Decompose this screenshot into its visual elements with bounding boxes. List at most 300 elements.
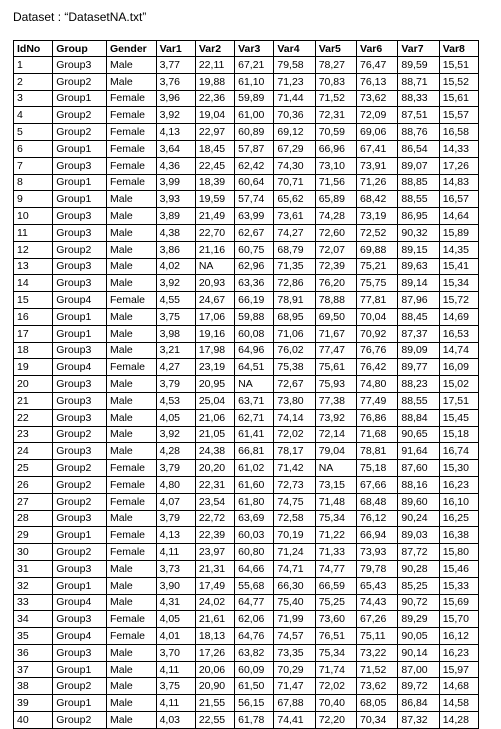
table-cell-var5: 76,20 — [315, 275, 356, 292]
table-cell-var4: 70,36 — [274, 107, 315, 124]
table-cell-gender: Male — [106, 594, 156, 611]
table-cell-var8: 15,46 — [439, 560, 478, 577]
table-cell-var2: 22,97 — [195, 124, 234, 141]
table-cell-var1: 3,79 — [156, 460, 195, 477]
table-cell-var5: 72,14 — [315, 426, 356, 443]
table-cell-var1: 4,01 — [156, 628, 195, 645]
table-cell-var1: 4,27 — [156, 359, 195, 376]
table-cell-var4: 74,41 — [274, 712, 315, 729]
table-row — [14, 140, 479, 157]
table-cell-group: Group3 — [53, 644, 107, 661]
table-cell-var3: 64,96 — [235, 342, 274, 359]
table-row — [14, 426, 479, 443]
table-cell-var4: 71,06 — [274, 325, 315, 342]
table-cell-group: Group2 — [53, 73, 107, 90]
table-cell-var8: 15,41 — [439, 258, 478, 275]
table-cell-var7: 89,14 — [398, 275, 439, 292]
table-cell-var5: 71,33 — [315, 544, 356, 561]
table-cell-var5: 74,28 — [315, 208, 356, 225]
table-cell-var6: 71,26 — [357, 174, 398, 191]
table-cell-var5: 66,96 — [315, 140, 356, 157]
table-cell-gender: Male — [106, 712, 156, 729]
table-cell-idno: 5 — [14, 124, 53, 141]
table-cell-var2: 18,45 — [195, 140, 234, 157]
table-cell-idno: 31 — [14, 560, 53, 577]
table-cell-gender: Female — [106, 157, 156, 174]
table-cell-var8: 14,64 — [439, 208, 478, 225]
table-cell-idno: 6 — [14, 140, 53, 157]
table-cell-group: Group1 — [53, 577, 107, 594]
table-cell-idno: 38 — [14, 678, 53, 695]
table-row — [14, 224, 479, 241]
table-cell-var5: 72,20 — [315, 712, 356, 729]
table-cell-var1: 3,79 — [156, 510, 195, 527]
table-cell-var2: 20,20 — [195, 460, 234, 477]
table-cell-idno: 36 — [14, 644, 53, 661]
table-cell-var8: 15,30 — [439, 460, 478, 477]
table-cell-var7: 89,09 — [398, 342, 439, 359]
column-header-var1: Var1 — [156, 41, 195, 57]
table-row — [14, 695, 479, 712]
table-cell-var5: 70,59 — [315, 124, 356, 141]
table-cell-var4: 72,58 — [274, 510, 315, 527]
table-cell-group: Group3 — [53, 208, 107, 225]
table-cell-var6: 79,78 — [357, 560, 398, 577]
table-cell-var4: 74,30 — [274, 157, 315, 174]
table-cell-var7: 87,51 — [398, 107, 439, 124]
table-cell-group: Group1 — [53, 527, 107, 544]
table-cell-idno: 13 — [14, 258, 53, 275]
table-cell-var4: 69,12 — [274, 124, 315, 141]
table-body — [14, 57, 479, 729]
table-row — [14, 308, 479, 325]
table-cell-idno: 23 — [14, 426, 53, 443]
table-cell-var5: 78,88 — [315, 292, 356, 309]
table-cell-group: Group3 — [53, 342, 107, 359]
table-row — [14, 594, 479, 611]
table-cell-var3: 62,96 — [235, 258, 274, 275]
table-cell-var3: 63,82 — [235, 644, 274, 661]
table-cell-var8: 15,89 — [439, 224, 478, 241]
table-cell-idno: 27 — [14, 493, 53, 510]
table-row — [14, 493, 479, 510]
table-cell-var2: 25,04 — [195, 392, 234, 409]
column-header-var3: Var3 — [235, 41, 274, 57]
column-header-var8: Var8 — [439, 41, 478, 57]
table-cell-var4: 66,30 — [274, 577, 315, 594]
table-cell-group: Group3 — [53, 409, 107, 426]
table-cell-var7: 88,45 — [398, 308, 439, 325]
table-cell-idno: 15 — [14, 292, 53, 309]
table-cell-var7: 88,76 — [398, 124, 439, 141]
table-cell-idno: 3 — [14, 90, 53, 107]
table-cell-var5: 75,34 — [315, 644, 356, 661]
table-cell-var3: 66,81 — [235, 443, 274, 460]
table-cell-var5: 79,04 — [315, 443, 356, 460]
table-cell-var6: 67,41 — [357, 140, 398, 157]
table-cell-var8: 15,80 — [439, 544, 478, 561]
table-cell-gender: Female — [106, 527, 156, 544]
table-cell-var3: 61,78 — [235, 712, 274, 729]
table-cell-var7: 90,65 — [398, 426, 439, 443]
table-cell-var8: 14,83 — [439, 174, 478, 191]
table-cell-var3: 63,99 — [235, 208, 274, 225]
table-cell-group: Group3 — [53, 392, 107, 409]
table-cell-var7: 87,00 — [398, 661, 439, 678]
table-cell-var2: 22,36 — [195, 90, 234, 107]
table-cell-idno: 4 — [14, 107, 53, 124]
table-cell-var5: 73,10 — [315, 157, 356, 174]
table-cell-group: Group1 — [53, 140, 107, 157]
table-cell-var7: 89,03 — [398, 527, 439, 544]
table-cell-group: Group2 — [53, 493, 107, 510]
table-cell-var4: 67,88 — [274, 695, 315, 712]
table-cell-gender: Male — [106, 409, 156, 426]
table-cell-var4: 75,40 — [274, 594, 315, 611]
table-cell-var1: 3,21 — [156, 342, 195, 359]
column-header-var2: Var2 — [195, 41, 234, 57]
table-cell-var5: 72,31 — [315, 107, 356, 124]
table-cell-var4: 72,02 — [274, 426, 315, 443]
table-cell-var3: 64,51 — [235, 359, 274, 376]
table-cell-var2: 22,31 — [195, 476, 234, 493]
table-cell-var4: 73,61 — [274, 208, 315, 225]
table-row — [14, 376, 479, 393]
table-cell-var3: 61,10 — [235, 73, 274, 90]
table-cell-var3: 60,75 — [235, 241, 274, 258]
table-cell-var6: 78,81 — [357, 443, 398, 460]
table-cell-var3: 61,60 — [235, 476, 274, 493]
table-cell-var6: 76,47 — [357, 57, 398, 74]
table-cell-gender: Male — [106, 678, 156, 695]
table-cell-var8: 16,25 — [439, 510, 478, 527]
table-cell-var2: 19,88 — [195, 73, 234, 90]
table-cell-idno: 40 — [14, 712, 53, 729]
table-cell-var7: 88,71 — [398, 73, 439, 90]
table-cell-var3: 60,03 — [235, 527, 274, 544]
table-cell-var8: 17,26 — [439, 157, 478, 174]
table-cell-var3: 60,09 — [235, 661, 274, 678]
table-cell-var5: 72,07 — [315, 241, 356, 258]
table-cell-var3: 62,67 — [235, 224, 274, 241]
table-cell-var6: 68,05 — [357, 695, 398, 712]
table-cell-var8: 17,51 — [439, 392, 478, 409]
table-cell-idno: 25 — [14, 460, 53, 477]
table-cell-var6: 76,12 — [357, 510, 398, 527]
table-cell-var1: 3,75 — [156, 308, 195, 325]
table-cell-var4: 67,29 — [274, 140, 315, 157]
table-cell-var8: 14,68 — [439, 678, 478, 695]
table-cell-var1: 4,55 — [156, 292, 195, 309]
table-cell-var4: 68,79 — [274, 241, 315, 258]
table-row — [14, 443, 479, 460]
table-cell-var8: 16,23 — [439, 476, 478, 493]
table-cell-var2: 21,55 — [195, 695, 234, 712]
table-cell-var7: 85,25 — [398, 577, 439, 594]
header-row — [14, 41, 479, 57]
column-header-gender: Gender — [106, 41, 156, 57]
table-cell-gender: Male — [106, 661, 156, 678]
column-header-var4: Var4 — [274, 41, 315, 57]
table-cell-var3: 60,89 — [235, 124, 274, 141]
table-cell-idno: 34 — [14, 611, 53, 628]
table-cell-var6: 70,04 — [357, 308, 398, 325]
table-cell-gender: Male — [106, 560, 156, 577]
table-cell-var4: 68,95 — [274, 308, 315, 325]
table-cell-var7: 86,95 — [398, 208, 439, 225]
table-cell-var3: 57,74 — [235, 191, 274, 208]
table-cell-var4: 70,71 — [274, 174, 315, 191]
table-cell-idno: 24 — [14, 443, 53, 460]
table-cell-gender: Female — [106, 359, 156, 376]
table-cell-gender: Female — [106, 476, 156, 493]
table-cell-var8: 14,28 — [439, 712, 478, 729]
table-cell-var7: 87,32 — [398, 712, 439, 729]
table-cell-var4: 74,75 — [274, 493, 315, 510]
table-row — [14, 409, 479, 426]
table-cell-var3: 60,80 — [235, 544, 274, 561]
table-row — [14, 90, 479, 107]
table-cell-var2: 17,49 — [195, 577, 234, 594]
table-cell-var2: 22,55 — [195, 712, 234, 729]
table-cell-var4: 71,35 — [274, 258, 315, 275]
table-cell-var4: 74,14 — [274, 409, 315, 426]
table-cell-group: Group3 — [53, 275, 107, 292]
table-cell-var5: 71,74 — [315, 661, 356, 678]
table-cell-var2: 21,06 — [195, 409, 234, 426]
table-cell-gender: Male — [106, 308, 156, 325]
table-cell-var1: 4,13 — [156, 527, 195, 544]
table-cell-var7: 86,84 — [398, 695, 439, 712]
table-cell-idno: 12 — [14, 241, 53, 258]
table-cell-group: Group2 — [53, 712, 107, 729]
table-row — [14, 392, 479, 409]
table-cell-var5: 75,93 — [315, 376, 356, 393]
table-cell-var6: 73,91 — [357, 157, 398, 174]
table-cell-var5: 71,22 — [315, 527, 356, 544]
table-cell-var6: 74,80 — [357, 376, 398, 393]
table-cell-var8: 16,74 — [439, 443, 478, 460]
table-cell-group: Group4 — [53, 594, 107, 611]
table-cell-var2: 24,38 — [195, 443, 234, 460]
table-cell-var4: 70,29 — [274, 661, 315, 678]
table-cell-var6: 72,09 — [357, 107, 398, 124]
table-cell-var8: 14,33 — [439, 140, 478, 157]
table-cell-idno: 22 — [14, 409, 53, 426]
table-cell-var7: 89,15 — [398, 241, 439, 258]
table-row — [14, 174, 479, 191]
table-row — [14, 57, 479, 74]
table-cell-var1: 4,53 — [156, 392, 195, 409]
table-cell-var7: 88,55 — [398, 392, 439, 409]
table-cell-idno: 26 — [14, 476, 53, 493]
table-cell-gender: Female — [106, 628, 156, 645]
table-cell-gender: Male — [106, 224, 156, 241]
table-cell-var8: 15,97 — [439, 661, 478, 678]
table-row — [14, 661, 479, 678]
table-cell-var8: 16,58 — [439, 124, 478, 141]
table-cell-var4: 78,91 — [274, 292, 315, 309]
table-cell-var4: 71,99 — [274, 611, 315, 628]
table-cell-var3: 57,87 — [235, 140, 274, 157]
table-cell-var8: 16,57 — [439, 191, 478, 208]
table-cell-var6: 77,81 — [357, 292, 398, 309]
table-cell-var8: 16,53 — [439, 325, 478, 342]
table-cell-var3: 61,00 — [235, 107, 274, 124]
table-cell-var7: 90,32 — [398, 224, 439, 241]
table-cell-var5: 71,48 — [315, 493, 356, 510]
table-cell-var3: 55,68 — [235, 577, 274, 594]
table-cell-var5: 73,15 — [315, 476, 356, 493]
table-cell-group: Group4 — [53, 359, 107, 376]
table-cell-var1: 3,98 — [156, 325, 195, 342]
table-cell-var1: 3,99 — [156, 174, 195, 191]
table-cell-var1: 3,96 — [156, 90, 195, 107]
table-row — [14, 460, 479, 477]
table-cell-var1: 4,02 — [156, 258, 195, 275]
table-cell-gender: Female — [106, 124, 156, 141]
table-cell-var1: 4,28 — [156, 443, 195, 460]
table-cell-var7: 89,72 — [398, 678, 439, 695]
table-cell-group: Group1 — [53, 174, 107, 191]
table-cell-var3: 62,42 — [235, 157, 274, 174]
table-cell-var7: 88,85 — [398, 174, 439, 191]
table-cell-var1: 3,92 — [156, 275, 195, 292]
table-cell-group: Group2 — [53, 678, 107, 695]
table-cell-var2: NA — [195, 258, 234, 275]
table-cell-var3: 63,71 — [235, 392, 274, 409]
table-cell-var8: 15,34 — [439, 275, 478, 292]
table-cell-var2: 22,39 — [195, 527, 234, 544]
table-cell-var7: 88,55 — [398, 191, 439, 208]
table-cell-var1: 3,93 — [156, 191, 195, 208]
table-row — [14, 208, 479, 225]
table-cell-var8: 16,38 — [439, 527, 478, 544]
table-cell-var2: 18,13 — [195, 628, 234, 645]
table-cell-var3: 59,89 — [235, 90, 274, 107]
table-cell-var5: 73,92 — [315, 409, 356, 426]
table-cell-gender: Male — [106, 376, 156, 393]
dataset-table — [13, 40, 479, 729]
table-cell-var8: 15,51 — [439, 57, 478, 74]
table-cell-var5: 75,25 — [315, 594, 356, 611]
table-row — [14, 275, 479, 292]
table-cell-var8: 16,10 — [439, 493, 478, 510]
table-cell-var6: 77,49 — [357, 392, 398, 409]
table-cell-var6: 70,92 — [357, 325, 398, 342]
table-cell-idno: 2 — [14, 73, 53, 90]
table-cell-gender: Male — [106, 275, 156, 292]
table-cell-var4: 73,80 — [274, 392, 315, 409]
table-cell-var5: 66,59 — [315, 577, 356, 594]
table-cell-gender: Male — [106, 443, 156, 460]
table-cell-var6: 74,43 — [357, 594, 398, 611]
table-cell-var7: 87,72 — [398, 544, 439, 561]
table-cell-var4: 73,35 — [274, 644, 315, 661]
table-cell-var2: 20,93 — [195, 275, 234, 292]
table-cell-var1: 3,90 — [156, 577, 195, 594]
table-cell-var2: 18,39 — [195, 174, 234, 191]
table-cell-idno: 32 — [14, 577, 53, 594]
table-cell-gender: Male — [106, 208, 156, 225]
table-cell-var2: 17,26 — [195, 644, 234, 661]
table-cell-var2: 19,04 — [195, 107, 234, 124]
table-cell-var5: 72,39 — [315, 258, 356, 275]
table-cell-var3: 61,41 — [235, 426, 274, 443]
table-cell-group: Group2 — [53, 124, 107, 141]
table-cell-group: Group3 — [53, 157, 107, 174]
table-cell-var7: 90,14 — [398, 644, 439, 661]
table-cell-var8: 14,69 — [439, 308, 478, 325]
table-cell-var5: 77,38 — [315, 392, 356, 409]
table-cell-var6: 66,94 — [357, 527, 398, 544]
table-cell-var5: 75,61 — [315, 359, 356, 376]
table-cell-var8: 15,72 — [439, 292, 478, 309]
table-cell-var6: 67,66 — [357, 476, 398, 493]
table-cell-idno: 19 — [14, 359, 53, 376]
table-cell-gender: Female — [106, 140, 156, 157]
table-cell-var6: 69,06 — [357, 124, 398, 141]
table-cell-group: Group1 — [53, 90, 107, 107]
table-cell-var8: 16,12 — [439, 628, 478, 645]
table-cell-var5: 72,60 — [315, 224, 356, 241]
table-cell-var7: 88,16 — [398, 476, 439, 493]
table-cell-var8: 16,09 — [439, 359, 478, 376]
table-cell-var7: 90,72 — [398, 594, 439, 611]
table-cell-var1: 3,92 — [156, 426, 195, 443]
table-cell-var3: 66,19 — [235, 292, 274, 309]
table-cell-var1: 4,36 — [156, 157, 195, 174]
table-cell-var4: 71,44 — [274, 90, 315, 107]
table-cell-var4: 75,38 — [274, 359, 315, 376]
table-cell-var2: 19,59 — [195, 191, 234, 208]
table-row — [14, 359, 479, 376]
column-header-var7: Var7 — [398, 41, 439, 57]
column-header-group: Group — [53, 41, 107, 57]
table-cell-var7: 89,77 — [398, 359, 439, 376]
table-cell-gender: Male — [106, 426, 156, 443]
table-cell-group: Group1 — [53, 325, 107, 342]
table-cell-var8: 15,18 — [439, 426, 478, 443]
table-cell-var4: 71,24 — [274, 544, 315, 561]
table-cell-group: Group2 — [53, 241, 107, 258]
table-cell-var6: 73,62 — [357, 90, 398, 107]
table-cell-var2: 21,05 — [195, 426, 234, 443]
table-cell-var1: 3,77 — [156, 57, 195, 74]
table-cell-var1: 4,11 — [156, 661, 195, 678]
table-cell-var8: 16,23 — [439, 644, 478, 661]
table-row — [14, 107, 479, 124]
table-cell-var3: 61,02 — [235, 460, 274, 477]
table-cell-var1: 3,76 — [156, 73, 195, 90]
table-cell-var6: 76,86 — [357, 409, 398, 426]
table-cell-var5: 70,40 — [315, 695, 356, 712]
table-cell-var8: 15,70 — [439, 611, 478, 628]
table-cell-var7: 88,33 — [398, 90, 439, 107]
table-cell-var1: 4,31 — [156, 594, 195, 611]
table-cell-var5: 77,47 — [315, 342, 356, 359]
table-cell-idno: 16 — [14, 308, 53, 325]
table-cell-var7: 89,59 — [398, 57, 439, 74]
table-cell-idno: 29 — [14, 527, 53, 544]
table-cell-var6: 73,19 — [357, 208, 398, 225]
table-cell-var1: 3,70 — [156, 644, 195, 661]
table-cell-var1: 4,07 — [156, 493, 195, 510]
table-cell-var4: 72,67 — [274, 376, 315, 393]
table-cell-var5: 69,50 — [315, 308, 356, 325]
table-cell-var3: 61,80 — [235, 493, 274, 510]
table-cell-var7: 90,28 — [398, 560, 439, 577]
